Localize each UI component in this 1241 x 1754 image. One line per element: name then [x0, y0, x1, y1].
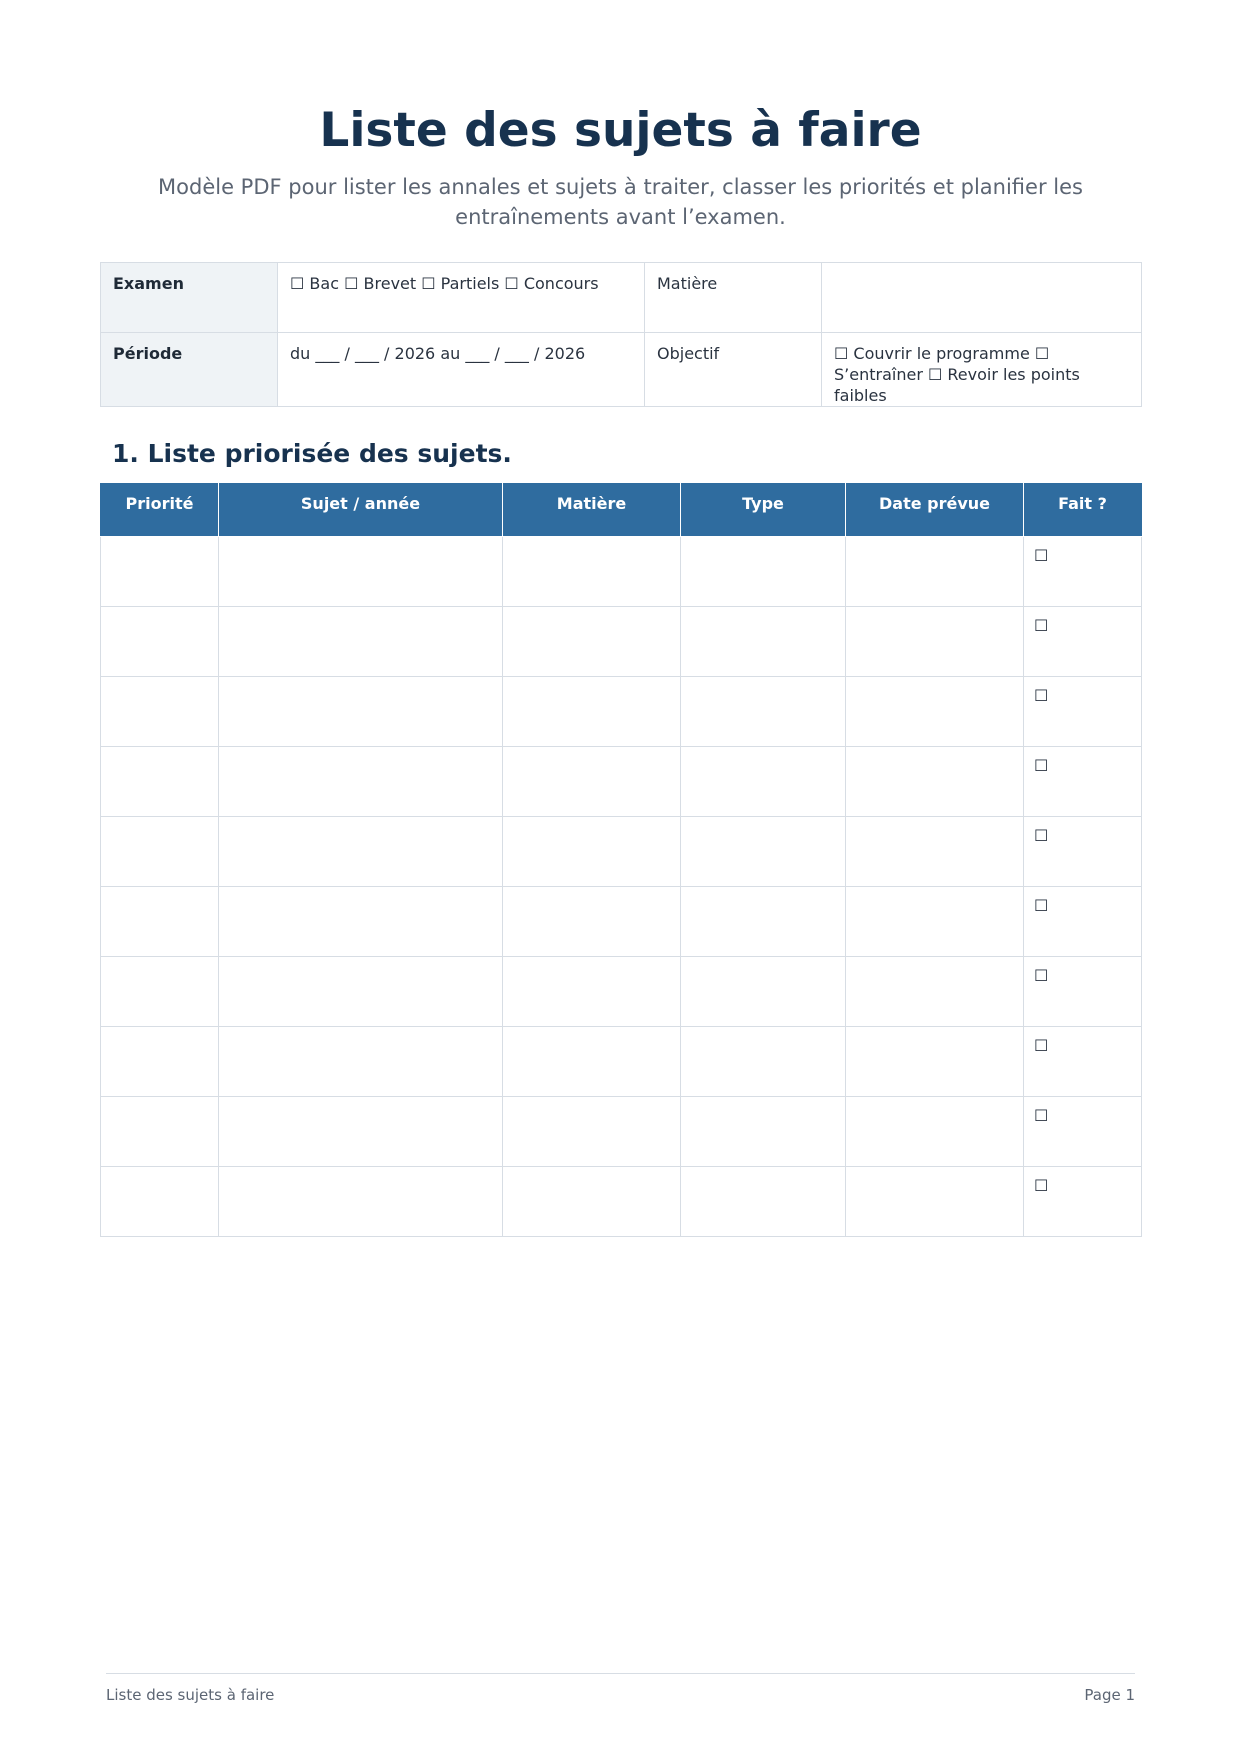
subject-cell[interactable]	[219, 1166, 503, 1236]
date-cell[interactable]	[846, 606, 1024, 676]
type-cell[interactable]	[681, 886, 846, 956]
priority-cell[interactable]	[101, 746, 219, 816]
matter-cell[interactable]	[503, 536, 681, 606]
matter-cell[interactable]	[503, 816, 681, 886]
table-row	[101, 536, 1142, 606]
table-row	[101, 746, 1142, 816]
done-checkbox[interactable]: ☐	[1024, 886, 1142, 956]
header-type: Type	[681, 483, 846, 536]
date-cell[interactable]	[846, 1166, 1024, 1236]
header-planned-date: Date prévue	[846, 483, 1024, 536]
date-cell[interactable]	[846, 746, 1024, 816]
date-cell[interactable]	[846, 676, 1024, 746]
matter-cell[interactable]	[503, 746, 681, 816]
type-cell[interactable]	[681, 1026, 846, 1096]
subject-cell[interactable]	[219, 746, 503, 816]
subject-cell[interactable]	[219, 1026, 503, 1096]
table-body	[101, 536, 1142, 1236]
done-checkbox[interactable]: ☐	[1024, 746, 1142, 816]
date-cell[interactable]	[846, 956, 1024, 1026]
subject-cell[interactable]	[219, 536, 503, 606]
subject-cell[interactable]	[219, 886, 503, 956]
priority-cell[interactable]	[101, 1166, 219, 1236]
done-checkbox[interactable]: ☐	[1024, 956, 1142, 1026]
subject-cell[interactable]	[219, 1096, 503, 1166]
date-cell[interactable]	[846, 1096, 1024, 1166]
priority-cell[interactable]	[101, 956, 219, 1026]
header-subject-year: Sujet / année	[219, 483, 503, 536]
table-header-row	[101, 483, 1142, 536]
page-subtitle: Modèle PDF pour lister les annales et sujets à traiter, classer les priorités et planifier les entraînements avant l’examen.	[158, 175, 1083, 229]
priority-cell[interactable]	[101, 886, 219, 956]
type-cell[interactable]	[681, 746, 846, 816]
type-cell[interactable]	[681, 536, 846, 606]
period-label: Période	[101, 333, 278, 407]
section-title: 1. Liste priorisée des sujets.	[112, 439, 512, 468]
done-checkbox[interactable]: ☐	[1024, 676, 1142, 746]
date-cell[interactable]	[846, 816, 1024, 886]
date-cell[interactable]	[846, 1026, 1024, 1096]
info-row-exam	[101, 263, 1142, 333]
header-matter: Matière	[503, 483, 681, 536]
exam-options-field[interactable]: ☐ Bac ☐ Brevet ☐ Partiels ☐ Concours	[278, 263, 645, 333]
table-row	[101, 1026, 1142, 1096]
subject-field[interactable]	[822, 263, 1142, 333]
type-cell[interactable]	[681, 606, 846, 676]
subject-label: Matière	[645, 263, 822, 333]
priority-cell[interactable]	[101, 676, 219, 746]
info-row-period	[101, 333, 1142, 407]
matter-cell[interactable]	[503, 1026, 681, 1096]
done-checkbox[interactable]: ☐	[1024, 1026, 1142, 1096]
subject-cell[interactable]	[219, 676, 503, 746]
table-row	[101, 606, 1142, 676]
matter-cell[interactable]	[503, 1096, 681, 1166]
priority-cell[interactable]	[101, 816, 219, 886]
subject-cell[interactable]	[219, 956, 503, 1026]
done-checkbox[interactable]: ☐	[1024, 536, 1142, 606]
priority-cell[interactable]	[101, 606, 219, 676]
info-table	[100, 262, 1142, 407]
goal-label: Objectif	[645, 333, 822, 407]
table-row	[101, 676, 1142, 746]
done-checkbox[interactable]: ☐	[1024, 816, 1142, 886]
subject-cell[interactable]	[219, 606, 503, 676]
date-cell[interactable]	[846, 886, 1024, 956]
period-field[interactable]: du ___ / ___ / 2026 au ___ / ___ / 2026	[278, 333, 645, 407]
subjects-table	[100, 483, 1142, 1237]
priority-cell[interactable]	[101, 536, 219, 606]
type-cell[interactable]	[681, 816, 846, 886]
priority-cell[interactable]	[101, 1096, 219, 1166]
table-row	[101, 1096, 1142, 1166]
matter-cell[interactable]	[503, 886, 681, 956]
priority-cell[interactable]	[101, 1026, 219, 1096]
matter-cell[interactable]	[503, 1166, 681, 1236]
subject-cell[interactable]	[219, 816, 503, 886]
type-cell[interactable]	[681, 1166, 846, 1236]
footer-page-number: Page 1	[1084, 1686, 1135, 1704]
date-cell[interactable]	[846, 536, 1024, 606]
table-row	[101, 956, 1142, 1026]
table-row	[101, 886, 1142, 956]
matter-cell[interactable]	[503, 606, 681, 676]
page-title: Liste des sujets à faire	[319, 103, 922, 158]
type-cell[interactable]	[681, 1096, 846, 1166]
footer-divider	[106, 1673, 1135, 1674]
type-cell[interactable]	[681, 676, 846, 746]
exam-label: Examen	[101, 263, 278, 333]
table-row	[101, 1166, 1142, 1236]
matter-cell[interactable]	[503, 956, 681, 1026]
type-cell[interactable]	[681, 956, 846, 1026]
done-checkbox[interactable]: ☐	[1024, 606, 1142, 676]
table-row	[101, 816, 1142, 886]
footer-document-title: Liste des sujets à faire	[106, 1686, 275, 1704]
goal-options-field[interactable]: ☐ Couvrir le programme ☐ S’entraîner ☐ Revoir les points faibles	[822, 333, 1142, 407]
header-done: Fait ?	[1024, 483, 1142, 536]
done-checkbox[interactable]: ☐	[1024, 1096, 1142, 1166]
matter-cell[interactable]	[503, 676, 681, 746]
header-priority: Priorité	[101, 483, 219, 536]
done-checkbox[interactable]: ☐	[1024, 1166, 1142, 1236]
